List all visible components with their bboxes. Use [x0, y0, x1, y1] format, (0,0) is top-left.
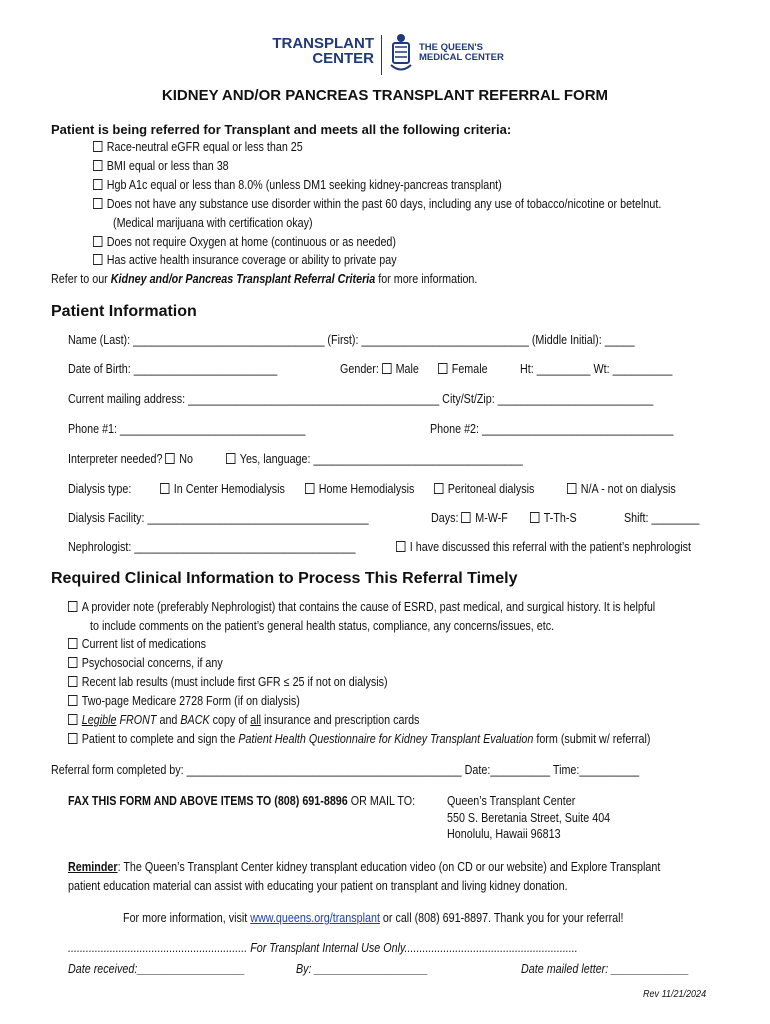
criteria-label: Does not have any substance use disorder within the past 60 days, including any use of tobacco/nicotine or betelnut. — [106, 197, 662, 211]
form-title: KIDNEY AND/OR PANCREAS TRANSPLANT REFERRAL FORM — [161, 87, 609, 104]
checkbox[interactable] — [567, 483, 576, 494]
completed-by-field[interactable]: Referral form completed by: ______________________________________________ Date:__________ Time:__________ — [51, 763, 640, 777]
item-label: Current list of medications — [81, 637, 207, 651]
logo-line-2: CENTER — [312, 50, 374, 67]
and-text: and — [156, 713, 181, 727]
checkbox[interactable] — [305, 483, 314, 494]
more-info-line — [123, 911, 624, 925]
checkbox[interactable] — [68, 657, 77, 668]
dob-field[interactable]: Date of Birth: ________________________ — [68, 362, 278, 376]
interpreter-no-label: No — [179, 452, 193, 466]
days-tths-checkbox[interactable] — [530, 512, 539, 523]
interpreter-yes-checkbox[interactable] — [226, 453, 235, 464]
nephrologist-field[interactable]: Nephrologist: _____________________________________ — [68, 540, 356, 554]
criteria-label: BMI equal or less than 38 — [106, 159, 229, 173]
criteria-item-oxygen — [93, 235, 396, 249]
clinical-info-heading: Required Clinical Information to Process This Referral Timely — [51, 570, 518, 587]
website-link[interactable]: www.queens.org/transplant — [250, 911, 380, 925]
checkbox[interactable] — [93, 179, 102, 190]
option-label: I have discussed this referral with the patient’s nephrologist — [409, 540, 692, 554]
item-label: Recent lab results (must include first GFR ≤ 25 if not on dialysis) — [81, 675, 388, 689]
checkbox[interactable] — [396, 541, 405, 552]
by-field[interactable]: By: ___________________ — [296, 962, 429, 976]
clinical-item-medications — [68, 637, 206, 651]
interpreter-no-checkbox[interactable] — [165, 453, 174, 464]
interpreter-group — [68, 452, 193, 466]
questionnaire-prefix: Patient to complete and sign the — [81, 732, 239, 746]
logo-divider — [381, 35, 382, 75]
criteria-item-hgb — [93, 178, 502, 192]
gender-male-checkbox[interactable] — [382, 363, 391, 374]
days-mwf-checkbox[interactable] — [461, 512, 470, 523]
days-mwf-label: M-W-F — [475, 511, 508, 525]
criteria-refer-note — [51, 272, 477, 286]
more-info-prefix: For more information, visit — [123, 911, 251, 925]
logo-qmc-line-2: MEDICAL CENTER — [419, 52, 504, 63]
revision-date: Rev 11/21/2024 — [643, 988, 707, 1000]
item-label: A provider note (preferably Nephrologist) that contains the cause of ESRD, past medical, and surgical history. It is helpful — [81, 600, 656, 614]
more-info-suffix: or call (808) 691-8897. Thank you for your referral! — [379, 911, 624, 925]
interpreter-yes-option — [226, 452, 523, 466]
reminder-line-2: patient education material can assist with educating your patient on transplant and living kidney donation. — [68, 879, 568, 893]
nephrologist-discussed-option — [396, 540, 691, 554]
copyof-text: copy of — [209, 713, 251, 727]
questionnaire-title: Patient Health Questionnaire for Kidney Transplant Evaluation — [238, 732, 534, 746]
criteria-label: Does not require Oxygen at home (continuous or as needed) — [106, 235, 396, 249]
date-received-field[interactable]: Date received:__________________ — [68, 962, 245, 976]
checkbox[interactable] — [160, 483, 169, 494]
days-tths-option — [530, 511, 577, 525]
gender-label: Gender: — [340, 362, 379, 376]
criteria-label: Has active health insurance coverage or ability to private pay — [106, 253, 397, 267]
reminder-label: Reminder — [68, 860, 118, 874]
phone1-field[interactable]: Phone #1: _______________________________ — [68, 422, 306, 436]
option-label: In Center Hemodialysis — [173, 482, 285, 496]
mail-to-text: OR MAIL TO: — [347, 794, 416, 808]
all-text: all — [250, 713, 262, 727]
phone2-field[interactable]: Phone #2: ________________________________ — [430, 422, 674, 436]
checkbox[interactable] — [93, 254, 102, 265]
logo-queens-medical-center — [419, 43, 504, 63]
checkbox[interactable] — [434, 483, 443, 494]
criteria-item-egfr — [93, 140, 303, 154]
dialysis-peritoneal-option — [434, 482, 534, 496]
clinical-item-questionnaire — [68, 732, 650, 746]
reminder-line-1 — [68, 860, 660, 874]
criteria-label: Race-neutral eGFR equal or less than 25 — [106, 140, 303, 154]
back-text: BACK — [180, 713, 210, 727]
logo-line-1: TRANSPLANT — [272, 35, 374, 52]
height-weight-fields[interactable]: Ht: _________ Wt: __________ — [520, 362, 673, 376]
fax-number-text: FAX THIS FORM AND ABOVE ITEMS TO (808) 691-8896 — [68, 794, 348, 808]
mail-address-line-3: Honolulu, Hawaii 96813 — [447, 827, 561, 841]
gender-group — [340, 362, 419, 376]
checkbox[interactable] — [93, 198, 102, 209]
dialysis-in-center-option — [160, 482, 285, 496]
clinical-item-provider-note — [68, 600, 655, 614]
checkbox[interactable] — [68, 638, 77, 649]
interpreter-yes-field[interactable]: Yes, language: ___________________________________ — [239, 452, 523, 466]
days-label: Days: — [431, 511, 459, 525]
clinical-item-psychosocial — [68, 656, 223, 670]
clinical-item-labs — [68, 675, 388, 689]
questionnaire-suffix: form (submit w/ referral) — [533, 732, 651, 746]
logo-qmc-line-1: THE QUEEN'S — [419, 42, 484, 53]
checkbox[interactable] — [68, 733, 77, 744]
clinical-item-medicare-form — [68, 694, 300, 708]
refer-prefix: Refer to our — [51, 272, 111, 286]
criteria-item-insurance — [93, 253, 397, 267]
crest-icon — [388, 32, 414, 76]
dialysis-na-option — [567, 482, 676, 496]
days-group — [431, 511, 508, 525]
front-text: FRONT — [119, 713, 157, 727]
legible-text: Legible — [81, 713, 117, 727]
cards-text: insurance and prescription cards — [261, 713, 420, 727]
name-fields[interactable]: Name (Last): ________________________________ (First): ____________________________ (Middle Initial): _____ — [68, 333, 635, 347]
mail-address-line-1: Queen’s Transplant Center — [447, 794, 576, 808]
checkbox[interactable] — [68, 714, 77, 725]
checkbox[interactable] — [68, 601, 77, 612]
criteria-item-marijuana-note: (Medical marijuana with certification okay) — [113, 216, 313, 230]
checkbox[interactable] — [68, 676, 77, 687]
option-label: N/A - not on dialysis — [580, 482, 676, 496]
dialysis-type-label: Dialysis type: — [68, 482, 132, 496]
logo-transplant-center — [262, 36, 374, 66]
address-field[interactable]: Current mailing address: __________________________________________ City/St/Zip: __________________________ — [68, 392, 654, 406]
gender-female-option — [438, 362, 488, 376]
checkbox[interactable] — [93, 141, 102, 152]
dialysis-home-option — [305, 482, 414, 496]
interpreter-label: Interpreter needed? — [68, 452, 163, 466]
option-label: Home Hemodialysis — [318, 482, 415, 496]
mail-address-line-2: 550 S. Beretania Street, Suite 404 — [447, 811, 611, 825]
gender-female-label: Female — [451, 362, 488, 376]
date-mailed-field[interactable]: Date mailed letter: _____________ — [521, 962, 689, 976]
item-label: Two-page Medicare 2728 Form (if on dialysis) — [81, 694, 300, 708]
criteria-item-bmi — [93, 159, 229, 173]
internal-use-divider: ............................................................ For Transplant Internal Use Only.......................................................... — [68, 941, 578, 955]
dialysis-facility-field[interactable]: Dialysis Facility: _____________________________________ — [68, 511, 369, 525]
option-label: Peritoneal dialysis — [447, 482, 535, 496]
shift-field[interactable]: Shift: ________ — [624, 511, 700, 525]
item-label: Psychosocial concerns, if any — [81, 656, 223, 670]
criteria-item-substance — [93, 197, 661, 211]
criteria-label: Hgb A1c equal or less than 8.0% (unless DM1 seeking kidney-pancreas transplant) — [106, 178, 502, 192]
gender-female-checkbox[interactable] — [438, 363, 447, 374]
fax-instructions — [68, 794, 415, 808]
patient-info-heading: Patient Information — [51, 303, 197, 320]
reminder-text-1: : The Queen’s Transplant Center kidney transplant education video (on CD or our website) and Explore Transplant — [117, 860, 661, 874]
criteria-intro: Patient is being referred for Transplant and meets all the following criteria: — [51, 122, 512, 137]
gender-male-label: Male — [395, 362, 419, 376]
checkbox[interactable] — [93, 236, 102, 247]
days-tths-label: T-Th-S — [543, 511, 577, 525]
refer-suffix: for more information. — [375, 272, 478, 286]
clinical-item-insurance-cards — [68, 713, 419, 727]
refer-criteria-doc: Kidney and/or Pancreas Transplant Referral Criteria — [110, 272, 376, 286]
checkbox[interactable] — [93, 160, 102, 171]
clinical-item-provider-note-cont: to include comments on the patient’s general health status, compliance, any concerns/issues, etc. — [90, 619, 555, 633]
checkbox[interactable] — [68, 695, 77, 706]
